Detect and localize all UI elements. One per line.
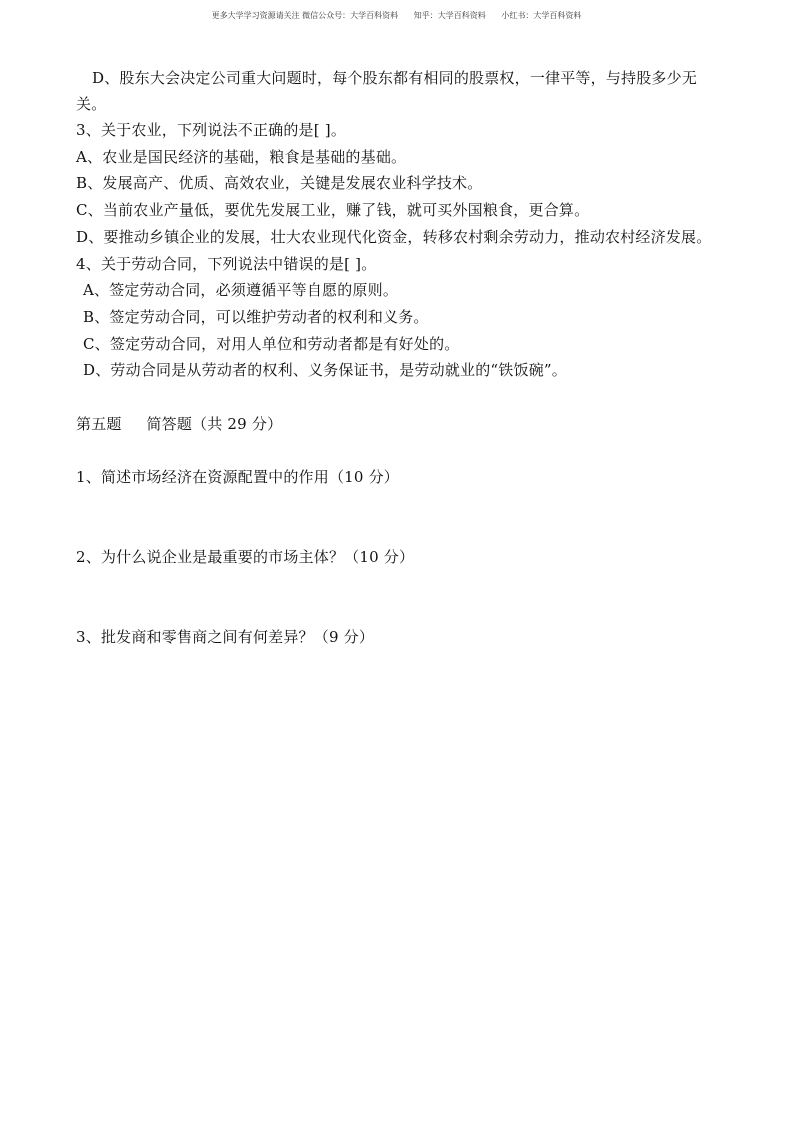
q2-option-d-line2: 关。: [76, 95, 107, 113]
q3-option-b: B、发展高产、优质、高效农业，关键是发展农业科学技术。: [76, 174, 483, 192]
q2-option-d-line1: D、股东大会决定公司重大问题时，每个股东都有相同的股票权，一律平等，与持股多少无: [92, 69, 698, 87]
section5-question-2: 2、为什么说企业是最重要的市场主体？（10 分）: [76, 548, 415, 566]
section5-question-1: 1、简述市场经济在资源配置中的作用（10 分）: [76, 468, 400, 486]
header-wechat-note: 更多大学学习资源请关注 微信公众号：大学百科资料: [211, 11, 399, 20]
q3-option-c: C、当前农业产量低，要优先发展工业，赚了钱，就可买外国粮食，更合算。: [76, 201, 590, 219]
q4-stem: 4、关于劳动合同，下列说法中错误的是[ ]。: [76, 255, 377, 273]
header-xiaohongshu-note: 小红书：大学百科资料: [501, 11, 582, 20]
q4-option-a: A、签定劳动合同，必须遵循平等自愿的原则。: [83, 281, 399, 299]
section5-question-3: 3、批发商和零售商之间有何差异？（9 分）: [76, 628, 375, 646]
q3-option-a: A、农业是国民经济的基础，粮食是基础的基础。: [76, 148, 407, 166]
q3-stem: 3、关于农业，下列说法不正确的是[ ]。: [76, 121, 347, 139]
q4-option-c: C、签定劳动合同，对用人单位和劳动者都是有好处的。: [83, 335, 460, 353]
q4-option-b: B、签定劳动合同，可以维护劳动者的权利和义务。: [83, 308, 429, 326]
q3-option-d: D、要推动乡镇企业的发展，壮大农业现代化资金，转移农村剩余劳动力，推动农村经济发展。: [76, 228, 712, 246]
page-header: [0, 10, 793, 21]
header-zhihu-note: 知乎：大学百科资料: [413, 11, 486, 20]
q4-option-d: D、劳动合同是从劳动者的权利、义务保证书，是劳动就业的“铁饭碗”。: [83, 361, 567, 379]
section5-title: 第五题 简答题（共 29 分）: [76, 415, 283, 433]
